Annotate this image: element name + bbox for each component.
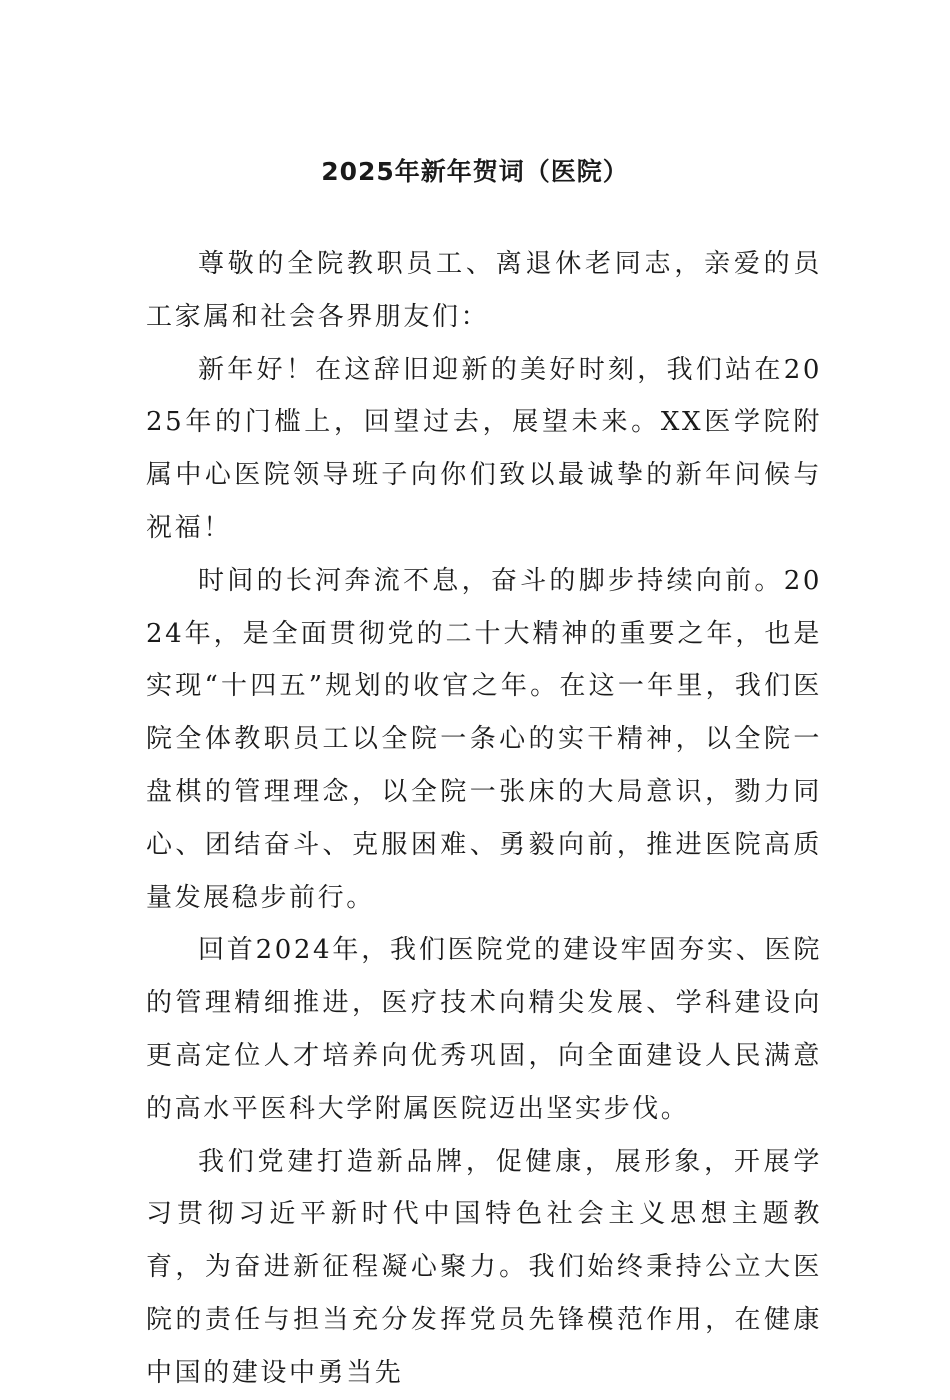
paragraph-new-year-wishes: 新年好！在这辞旧迎新的美好时刻，我们站在2025年的门槛上，回望过去，展望未来。XX医学院附属中心医院领导班子向你们致以最诚挚的新年问候与祝福！ [146,354,822,543]
document-title: 2025年新年贺词（医院） [321,157,629,186]
paragraph-achievements: 回首2024年，我们医院党的建设牢固夯实、医院的管理精细推进，医疗技术向精尖发展、学科建设向更高定位人才培养向优秀巩固，向全面建设人民满意的高水平医科大学附属医院迈出坚实步伐。 [146,935,822,1124]
document-body [146,238,822,1400]
paragraph-greeting: 尊敬的全院教职员工、离退休老同志，亲爱的员工家属和社会各界朋友们： [146,249,822,332]
paragraph-year-review: 时间的长河奔流不息，奋斗的脚步持续向前。2024年，是全面贯彻党的二十大精神的重要之年，也是实现“十四五”规划的收官之年。在这一年里，我们医院全体教职员工以全院一条心的实干精神，以全院一盘棋的管理理念，以全院一张床的大局意识，勠力同心、团结奋斗、克服困难、勇毅向前，推进医院高质量发展稳步前行。 [146,565,822,913]
paragraph-party-building: 我们党建打造新品牌，促健康，展形象，开展学习贯彻习近平新时代中国特色社会主义思想主题教育，为奋进新征程凝心聚力。我们始终秉持公立大医院的责任与担当充分发挥党员先锋模范作用，在健康中国的建设中勇当先 [146,1146,822,1388]
